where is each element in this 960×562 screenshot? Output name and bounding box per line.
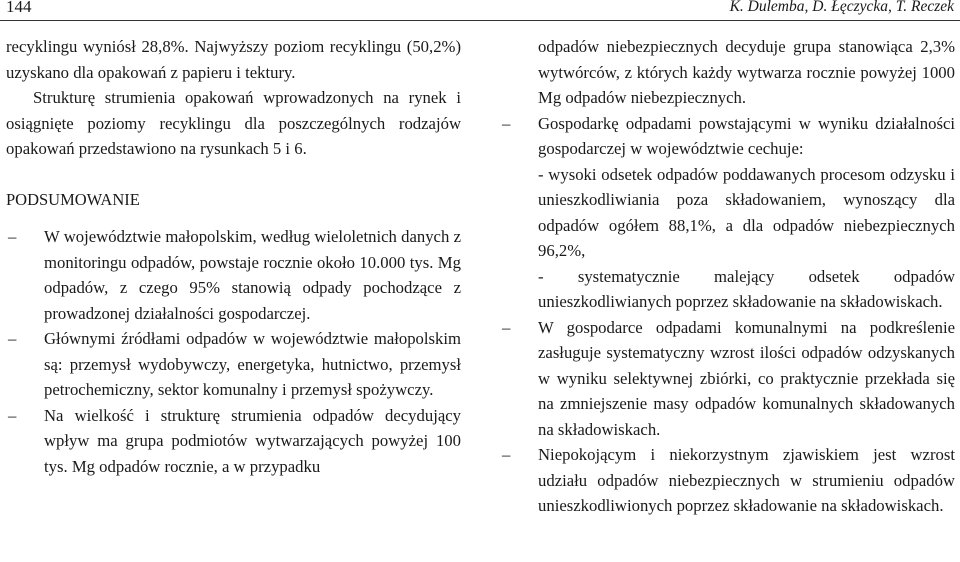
summary-bullet: [6, 403, 461, 480]
sub-point: - systematycznie malejący odsetek odpadów unieszkodliwianych poprzez składowanie na składowiskach.: [538, 266, 955, 311]
summary-bullet-text: Na wielkość i strukturę strumienia odpadów decydujący wpływ ma grupa podmiotów wytwarzających powyżej 100 tys. Mg odpadów rocznie, a w przypadku: [44, 405, 461, 476]
intro-paragraph-2: Strukturę strumienia opakowań wprowadzonych na rynek i osiągnięte poziomy recyklingu dla poszczególnych rodzajów opakowań przedstawiono na rysunkach 5 i 6.: [6, 88, 461, 158]
summary-bullet: [500, 442, 955, 519]
right-column: [500, 34, 955, 519]
dash-marker: –: [502, 317, 511, 337]
dash-marker: –: [8, 405, 17, 425]
summary-bullet-text: Głównymi źródłami odpadów w województwie małopolskim są: przemysł wydobywczy, energetyka, hutnictwo, przemysł petrochemiczny, sektor komunalny i przemysł spożywczy.: [44, 329, 461, 399]
left-column: [6, 34, 461, 479]
intro-paragraph-1: recyklingu wyniósł 28,8%. Najwyższy poziom recyklingu (50,2%) uzyskano dla opakowań z papieru i tektury.: [6, 37, 461, 82]
summary-bullet-text: Niepokojącym i niekorzystnym zjawiskiem jest wzrost udziału odpadów niebezpiecznych w strumieniu odpadów unieszkodliwionych poprzez składowanie na składowiskach.: [538, 445, 955, 515]
running-head: K. Dulemba, D. Łęczycka, T. Reczek: [729, 0, 954, 15]
summary-bullet: [6, 326, 461, 403]
sub-point: - wysoki odsetek odpadów poddawanych procesom odzysku i unieszkodliwiania poza składowaniem, wynoszący dla odpadów ogółem 88,1%, a dla odpadów niebezpiecznych 96,2%,: [538, 164, 955, 260]
dash-marker: –: [8, 329, 17, 348]
summary-bullet-text: W województwie małopolskim, według wieloletnich danych z monitoringu odpadów, powstaje rocznie około 10.000 tys. Mg odpadów, z czego 95% stanowią odpady pochodzące z prowadzonej działalności gospodarczej.: [44, 227, 461, 323]
summary-bullet-text: Gospodarkę odpadami powstającymi w wyniku działalności gospodarczej w województwie cechuje:: [538, 113, 955, 158]
summary-bullet: [500, 111, 955, 162]
summary-bullet-text: W gospodarce odpadami komunalnymi na podkreślenie zasługuje systematyczny wzrost ilości odpadów odzyskanych w wyniku selektywnej zbiórki, co praktycznie przekłada się na zmniejszenie masy odpadów komunalnych składowanych na składowiskach.: [538, 317, 955, 439]
page-header: [0, 0, 960, 21]
dash-marker: –: [502, 445, 511, 464]
dash-marker: –: [502, 113, 511, 133]
bullet-continuation: odpadów niebezpiecznych decyduje grupa stanowiąca 2,3% wytwórców, z których każdy wytwarza rocznie powyżej 1000 Mg odpadów niebezpiecznych.: [538, 37, 955, 107]
section-heading: PODSUMOWANIE: [6, 189, 140, 209]
summary-bullet: [6, 224, 461, 326]
page-number: 144: [6, 0, 32, 16]
dash-marker: –: [8, 227, 17, 246]
summary-bullet: [500, 315, 955, 443]
